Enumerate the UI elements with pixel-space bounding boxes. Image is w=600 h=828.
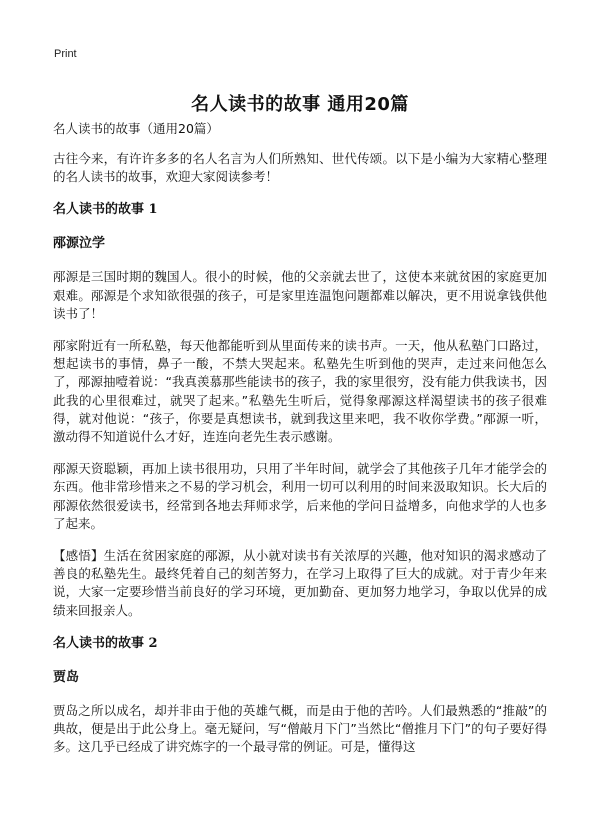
story-1-insight: 【感悟】生活在贫困家庭的邴源，从小就对读书有关浓厚的兴趣，他对知识的渴求感动了善良的私塾先生。最终凭着自己的刻苦努力，在学习上取得了巨大的成就。对于青少年来说，大家一定要珍惜当前良好的学习环境，更加勤奋、更加努力地学习，争取以优异的成绩来回报亲人。 xyxy=(53,548,547,618)
document-body xyxy=(53,120,547,756)
story-2-paragraph-1: 贾岛之所以成名，却并非由于他的英雄气概，而是由于他的苦吟。人们最熟悉的“推敲”的典故，便是出于此公身上。毫无疑问，写“僧敲月下门”当然比“僧推月下门”的句子要好得多。这几乎已经成了讲究炼字的一个最寻常的例证。可是，懂得这 xyxy=(53,702,547,755)
page-title: 名人读书的故事 通用20篇 xyxy=(191,94,409,116)
document-subtitle: 名人读书的故事（通用20篇） xyxy=(53,121,219,136)
print-link[interactable]: Print xyxy=(54,48,77,60)
story-1-paragraph-3: 邴源天资聪颖，再加上读书很用功，只用了半年时间，就学会了其他孩子几年才能学会的东西。他非常珍惜来之不易的学习机会，利用一切可以利用的时间来汲取知识。长大后的邴源依然很爱读书，经常到各地去拜师求学，后来他的学问日益增多，向他求学的人也多了起来。 xyxy=(53,461,547,531)
story-1-paragraph-2: 邴家附近有一所私塾，每天他都能听到从里面传来的读书声。一天，他从私塾门口路过，想起读书的事情，鼻子一酸，不禁大哭起来。私塾先生听到他的哭声，走过来问他怎么了，邴源抽噎着说：“我真羡慕那些能读书的孩子，我的家里很穷，没有能力供我读书，因此我的心里很难过，就哭了起来。”私塾先生听后，觉得象邴源这样渴望读书的孩子很难得，就对他说：“孩子，你要是真想读书，就到我这里来吧，我不收你学费。”邴源一听，激动得不知道说什么才好，连连向老先生表示感谢。 xyxy=(53,338,547,445)
section-heading-1: 名人读书的故事 1 xyxy=(53,202,158,218)
story-title-1: 邴源泣学 xyxy=(53,236,106,252)
story-title-2: 贾岛 xyxy=(53,669,80,685)
section-heading-2: 名人读书的故事 2 xyxy=(53,635,158,651)
intro-paragraph: 古往今来，有许许多多的名人名言为人们所熟知、世代传颂。以下是小编为大家精心整理的名人读书的故事，欢迎大家阅读参考！ xyxy=(53,151,547,185)
story-1-paragraph-1: 邴源是三国时期的魏国人。很小的时候，他的父亲就去世了，这使本来就贫困的家庭更加艰难。邴源是个求知欲很强的孩子，可是家里连温饱问题都难以解决，更不用说拿钱供他读书了！ xyxy=(53,269,547,321)
